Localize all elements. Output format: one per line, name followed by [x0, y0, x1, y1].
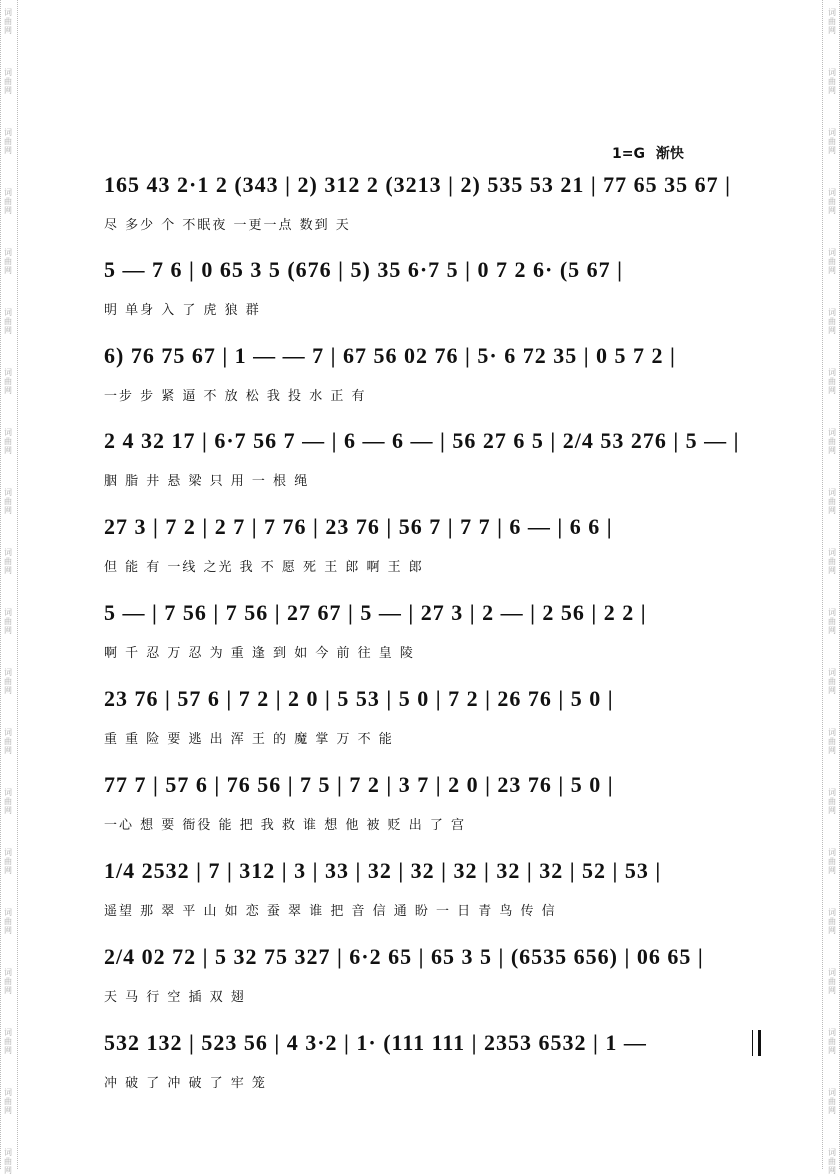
watermark-text: 词 曲 网: [828, 848, 836, 875]
watermark-text: 词 曲 网: [828, 728, 836, 755]
tempo-header: [612, 143, 684, 163]
watermark-text: 词 曲 网: [4, 68, 12, 95]
score-row: [104, 762, 769, 850]
score-row: [104, 162, 769, 250]
watermark-text: 词 曲 网: [828, 8, 836, 35]
notation-line: 5 — 7 6 | 0 65 3 5 (676 | 5) 35 6·7 5 | 0 7 2 6· (5 67 |: [104, 257, 624, 282]
tempo-marking: 渐快: [655, 146, 684, 162]
notation-line: 165 43 2·1 2 (343 | 2) 312 2 (3213 | 2) 535 53 21 | 77 65 35 67 |: [104, 172, 732, 197]
watermark-text: 词 曲 网: [4, 188, 12, 215]
watermark-text: 词 曲 网: [828, 608, 836, 635]
watermark-text: 词 曲 网: [828, 188, 836, 215]
lyrics-line: 天 马 行 空 插 双 翅: [104, 990, 246, 1005]
score-row: [104, 676, 769, 764]
notation-line: 2 4 32 17 | 6·7 56 7 — | 6 — 6 — | 56 27 6 5 | 2/4 53 276 | 5 — |: [104, 428, 740, 453]
watermark-text: 词 曲 网: [4, 908, 12, 935]
notation-line: 23 76 | 57 6 | 7 2 | 2 0 | 5 53 | 5 0 | 7 2 | 26 76 | 5 0 |: [104, 686, 614, 711]
watermark-text: 词 曲 网: [828, 908, 836, 935]
notation-line: 2/4 02 72 | 5 32 75 327 | 6·2 65 | 65 3 5 | (6535 656) | 06 65 |: [104, 944, 704, 969]
lyrics-line: 冲 破 了 冲 破 了 牢 笼: [104, 1076, 267, 1091]
watermark-text: 词 曲 网: [4, 668, 12, 695]
watermark-text: 词 曲 网: [828, 428, 836, 455]
watermark-text: 词 曲 网: [828, 968, 836, 995]
score-row: [104, 1020, 769, 1108]
score-row: [104, 504, 769, 592]
score-row: [104, 590, 769, 678]
notation-line: 77 7 | 57 6 | 76 56 | 7 5 | 7 2 | 3 7 | 2 0 | 23 76 | 5 0 |: [104, 772, 614, 797]
watermark-text: 词 曲 网: [828, 1148, 836, 1175]
score-row: [104, 934, 769, 1022]
watermark-text: 词 曲 网: [828, 548, 836, 575]
lyrics-line: 一心 想 要 衙役 能 把 我 救 谁 想 他 被 贬 出 了 宫: [104, 818, 466, 833]
watermark-text: 词 曲 网: [828, 1088, 836, 1115]
watermark-text: 词 曲 网: [4, 1088, 12, 1115]
lyrics-line: 但 能 有 一线 之光 我 不 愿 死 王 郎 啊 王 郎: [104, 560, 424, 575]
watermark-text: 词 曲 网: [4, 428, 12, 455]
lyrics-line: 一步 步 紧 逼 不 放 松 我 投 水 正 有: [104, 389, 367, 404]
final-barline-thin: [752, 1030, 753, 1056]
lyrics-line: 遥望 那 翠 平 山 如 恋 蚕 翠 谁 把 音 信 通 盼 一 日 青 鸟 传 信: [104, 904, 557, 919]
watermark-text: 词 曲 网: [4, 968, 12, 995]
lyrics-line: 重 重 险 要 逃 出 浑 王 的 魔 掌 万 不 能: [104, 732, 394, 747]
watermark-text: 词 曲 网: [4, 8, 12, 35]
score-row: [104, 418, 769, 506]
watermark-text: 词 曲 网: [4, 548, 12, 575]
watermark-text: 词 曲 网: [4, 848, 12, 875]
notation-line: 27 3 | 7 2 | 2 7 | 7 76 | 23 76 | 56 7 | 7 7 | 6 — | 6 6 |: [104, 514, 613, 539]
watermark-text: 词 曲 网: [828, 308, 836, 335]
score-row: [104, 247, 769, 335]
watermark-text: 词 曲 网: [4, 308, 12, 335]
watermark-text: 词 曲 网: [4, 788, 12, 815]
watermark-text: 词 曲 网: [4, 728, 12, 755]
lyrics-line: 尽 多少 个 不眠夜 一更一点 数到 天: [104, 218, 351, 233]
key-signature: 1=G: [612, 146, 645, 162]
notation-line: 532 132 | 523 56 | 4 3·2 | 1· (111 111 | 2353 6532 | 1 —: [104, 1030, 647, 1055]
watermark-text: 词 曲 网: [4, 128, 12, 155]
watermark-text: 词 曲 网: [4, 368, 12, 395]
final-barline: [758, 1030, 761, 1056]
watermark-text: 词 曲 网: [4, 1148, 12, 1175]
watermark-text: 词 曲 网: [4, 608, 12, 635]
watermark-text: 词 曲 网: [828, 128, 836, 155]
watermark-text: 词 曲 网: [828, 68, 836, 95]
score-row: [104, 333, 769, 421]
score-row: [104, 848, 769, 936]
watermark-text: 词 曲 网: [4, 1028, 12, 1055]
watermark-text: 词 曲 网: [828, 488, 836, 515]
watermark-text: 词 曲 网: [828, 1028, 836, 1055]
watermark-text: 词 曲 网: [4, 488, 12, 515]
watermark-text: 词 曲 网: [828, 368, 836, 395]
notation-line: 1/4 2532 | 7 | 312 | 3 | 33 | 32 | 32 | 32 | 32 | 32 | 52 | 53 |: [104, 858, 662, 883]
watermark-text: 词 曲 网: [828, 668, 836, 695]
watermark-text: 词 曲 网: [4, 248, 12, 275]
notation-line: 5 — | 7 56 | 7 56 | 27 67 | 5 — | 27 3 | 2 — | 2 56 | 2 2 |: [104, 600, 647, 625]
notation-line: 6) 76 75 67 | 1 — — 7 | 67 56 02 76 | 5· 6 72 35 | 0 5 7 2 |: [104, 343, 676, 368]
lyrics-line: 啊 千 忍 万 忍 为 重 逢 到 如 今 前 往 皇 陵: [104, 646, 415, 661]
watermark-text: 词 曲 网: [828, 788, 836, 815]
lyrics-line: 胭 脂 井 悬 梁 只 用 一 根 绳: [104, 474, 310, 489]
lyrics-line: 明 单身 入 了 虎 狼 群: [104, 303, 261, 318]
watermark-text: 词 曲 网: [828, 248, 836, 275]
